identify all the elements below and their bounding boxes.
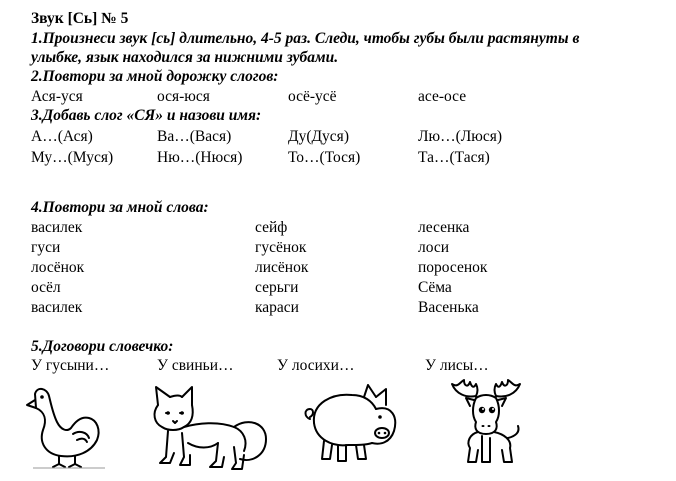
name-item: Та…(Тася) [418,149,490,166]
task5-heading: 5.Договори словечко: [31,338,174,355]
pig-drawing [302,383,400,465]
task4-heading: 4.Повтори за мной слова: [31,199,209,216]
prompt: У лисы… [425,357,489,374]
word: лосёнок [31,259,85,276]
task3-heading: 3.Добавь слог «СЯ» и назови имя: [31,107,262,124]
word: сейф [255,219,288,236]
task1-line1: 1.Произнеси звук [сь] длительно, 4-5 раз. Следи, чтобы губы были растянуты в [31,30,580,47]
name-item: Ню…(Нюся) [157,149,243,166]
fox-drawing [148,383,270,475]
prompt: У лосихи… [277,357,355,374]
name-item: Ду(Дуся) [288,128,349,145]
moose-drawing [446,376,528,466]
word: гусёнок [255,239,307,256]
goose-drawing [25,378,120,470]
word: лесенка [418,219,470,236]
word: василек [31,299,83,316]
name-item: То…(Тося) [288,149,361,166]
word: василек [31,219,83,236]
task2-heading: 2.Повтори за мной дорожку слогов: [31,68,279,85]
name-item: Лю…(Люся) [418,128,503,145]
worksheet-title: Звук [Сь] № 5 [31,10,129,27]
word: серьги [255,279,299,296]
word: лоси [418,239,450,256]
word: осёл [31,279,61,296]
word: Сёма [418,279,452,296]
task1-line2: улыбке, язык находился за нижними зубами. [31,49,339,66]
syllable: асе-осе [418,88,467,105]
word: караси [255,299,299,316]
syllable: Ася-уся [31,88,83,105]
word: лисёнок [255,259,309,276]
word: Васенька [418,299,479,316]
syllable: осё-усё [288,88,337,105]
word: гуси [31,239,61,256]
prompt: У свиньи… [157,357,234,374]
syllable: ося-юся [157,88,210,105]
name-item: А…(Ася) [31,128,93,145]
name-item: Ва…(Вася) [157,128,232,145]
word: поросенок [418,259,488,276]
prompt: У гусыни… [31,357,110,374]
name-item: Му…(Муся) [31,149,114,166]
